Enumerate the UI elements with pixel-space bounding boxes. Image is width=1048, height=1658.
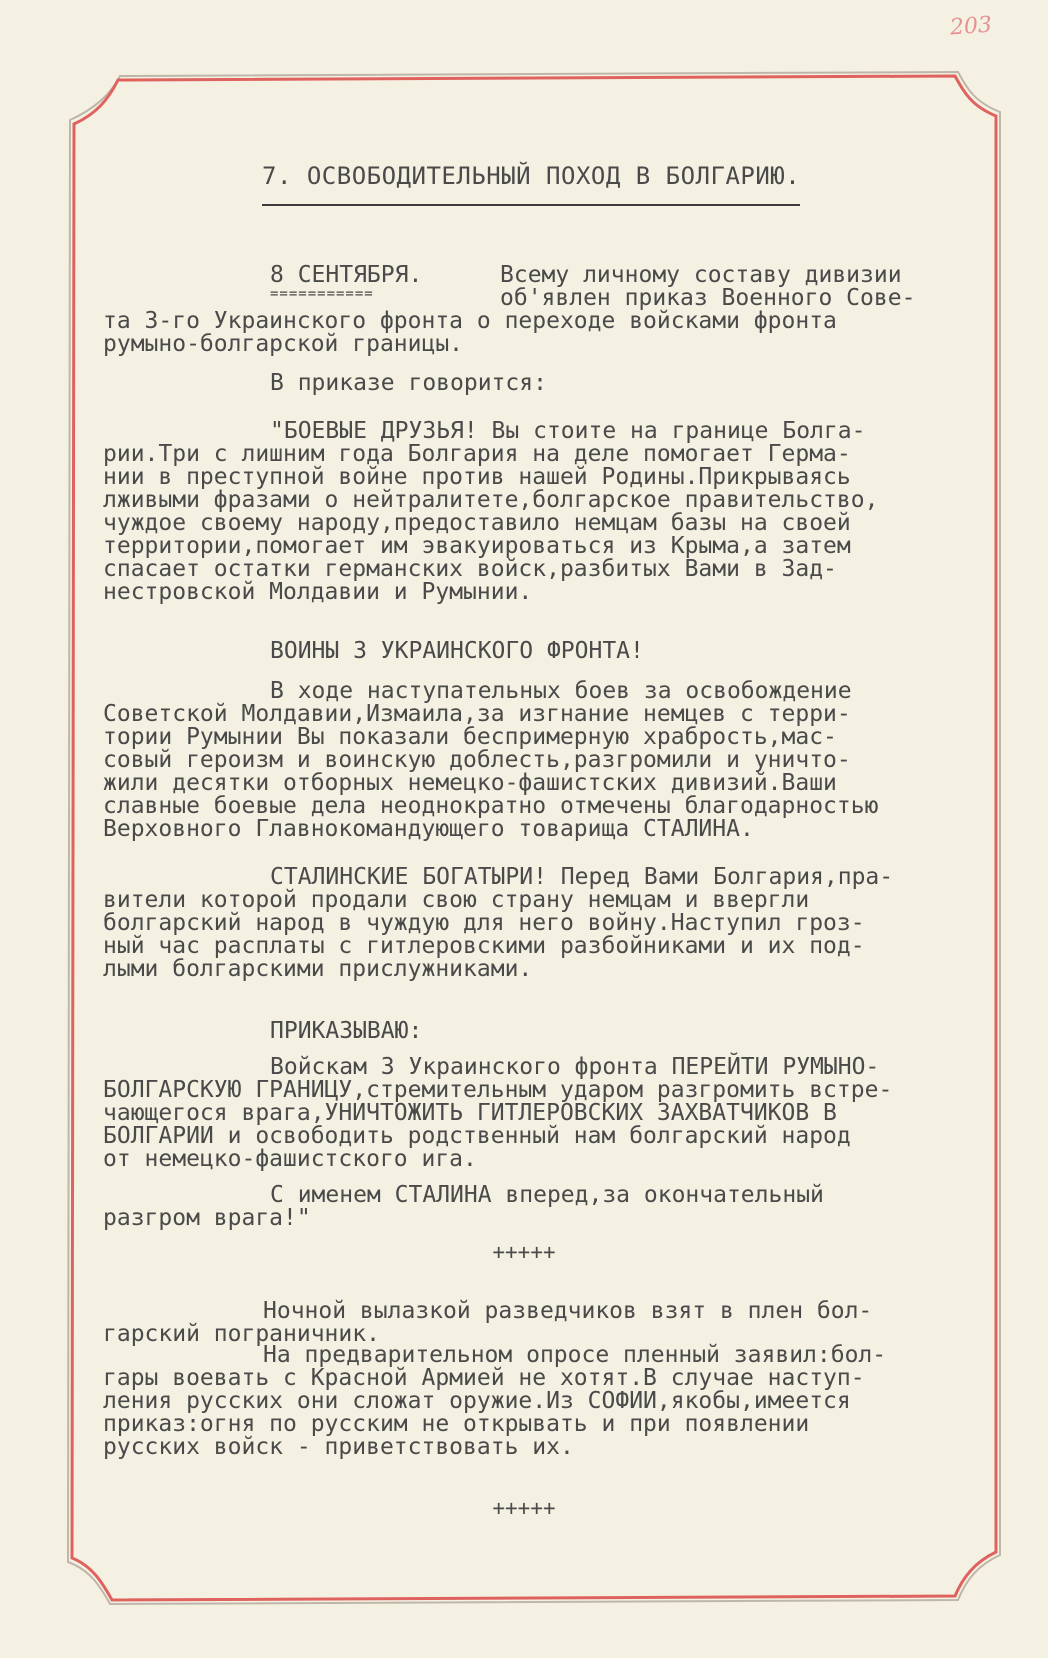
text-line: чающегося врага,УНИЧТОЖИТЬ ГИТЛЕРОВСКИХ ЗАХВАТЧИКОВ В	[103, 1100, 837, 1126]
text-line: русских войск - приветствовать их.	[103, 1434, 574, 1460]
section-title-text: ОСВОБОДИТЕЛЬНЫЙ ПОХОД В БОЛГАРИЮ.	[306, 162, 801, 190]
text-line: славные боевые дела неоднократно отмечены благодарностью	[103, 793, 879, 819]
text-line: Всему личному составу дивизии	[500, 262, 902, 288]
paragraph-night-raid	[103, 1300, 872, 1346]
text-line: нестровской Молдавии и Румынии.	[103, 579, 533, 605]
text-line: ВОИНЫ 3 УКРАИНСКОГО ФРОНТА!	[270, 638, 644, 664]
text-line: С именем СТАЛИНА вперед,за окончательный	[270, 1182, 824, 1208]
text-line: Ночной вылазкой разведчиков взят в плен бол-	[263, 1298, 873, 1324]
section-number: 7.	[262, 162, 292, 190]
text-line: спасает остатки германских войск,разбитых Вами в Зад-	[103, 556, 837, 582]
text-line: В ходе наступательных боев за освобождение	[270, 678, 852, 704]
text-line: ПРИКАЗЫВАЮ:	[270, 1018, 423, 1044]
text-line: На предварительном опросе пленный заявил:бол-	[263, 1342, 887, 1368]
text-line: ления русских они сложат оружие.Из СОФИИ,якобы,имеется	[103, 1388, 851, 1414]
text-line: разгром врага!"	[103, 1205, 311, 1231]
text-line: СТАЛИНСКИЕ БОГАТЫРИ! Перед Вами Болгария,пра-	[270, 864, 894, 890]
text-line: гарский пограничник.	[103, 1321, 380, 1347]
section-heading	[262, 162, 800, 206]
text-line: та 3-го Украинского фронта о переходе войсками фронта	[103, 308, 837, 334]
text-line: жили десятки отборных немецко-фашистских дивизий.Ваши	[103, 770, 837, 796]
text-line: лыми болгарскими прислужниками.	[103, 956, 533, 982]
page-number: 203	[949, 12, 993, 41]
text-line: об'явлен приказ Военного Сове-	[500, 285, 916, 311]
paragraph-combat-friends	[103, 420, 878, 604]
text-line: совый героизм и воинскую доблесть,разгромили и уничто-	[103, 747, 851, 773]
text-line: "БОЕВЫЕ ДРУЗЬЯ! Вы стоите на границе Болга-	[270, 418, 866, 444]
paragraph-order-heading	[103, 1020, 422, 1043]
section-title	[262, 162, 800, 206]
paragraph-order-announcement	[103, 264, 915, 356]
text-line: ный час расплаты с гитлеровскими разбойниками и их под-	[103, 933, 865, 959]
text-line: болгарский народ в чуждую для него войну.Наступил гроз-	[103, 910, 865, 936]
text-line: Советской Молдавии,Измаила,за изгнание немцев с терри-	[103, 701, 851, 727]
paragraph-order-says	[103, 372, 547, 395]
entry-date-text: 8 СЕНТЯБРЯ.	[270, 262, 423, 288]
separator: +++++	[492, 1240, 556, 1264]
paragraph-forward	[103, 1184, 824, 1230]
text-line: нии в преступной войне против нашей Родины.Прикрываясь	[103, 464, 851, 490]
text-line: Верховного Главнокомандующего товарища СТАЛИНА.	[103, 816, 754, 842]
text-line: В приказе говорится:	[270, 370, 547, 396]
text-line: румыно-болгарской границы.	[103, 331, 464, 357]
text-line: приказ:огня по русским не открывать и при появлении	[103, 1411, 810, 1437]
separator: +++++	[492, 1496, 556, 1520]
paragraph-stalin-bogatyrs	[103, 866, 893, 981]
text-line: рии.Три с лишним года Болгария на деле помогает Герма-	[103, 441, 851, 467]
text-line: от немецко-фашистского ига.	[103, 1146, 477, 1172]
text-line: Войскам 3 Украинского фронта ПЕРЕЙТИ РУМЫНО-	[270, 1054, 880, 1080]
paragraph-order-body	[103, 1056, 892, 1171]
paragraph-offensive	[103, 680, 878, 841]
text-line: БОЛГАРИИ и освободить родственный нам болгарский народ	[103, 1123, 851, 1149]
text-line: вители которой продали свою страну немцам и ввергли	[103, 887, 810, 913]
paragraph-interrogation	[103, 1344, 886, 1459]
text-line: лживыми фразами о нейтралитете,болгарское правительство,	[103, 487, 879, 513]
entry-date-underline: ===========	[270, 286, 374, 302]
text-line: чуждое своему народу,предоставило немцам базы на своей	[103, 510, 851, 536]
text-line: гары воевать с Красной Армией не хотят.В случае наступ-	[103, 1365, 865, 1391]
text-line: тории Румынии Вы показали беспримерную храбрость,мас-	[103, 724, 837, 750]
text-line: БОЛГАРСКУЮ ГРАНИЦУ,стремительным ударом разгромить встре-	[103, 1077, 893, 1103]
paragraph-warriors	[103, 640, 644, 663]
text-line: территории,помогает им эвакуироваться из Крыма,а затем	[103, 533, 851, 559]
